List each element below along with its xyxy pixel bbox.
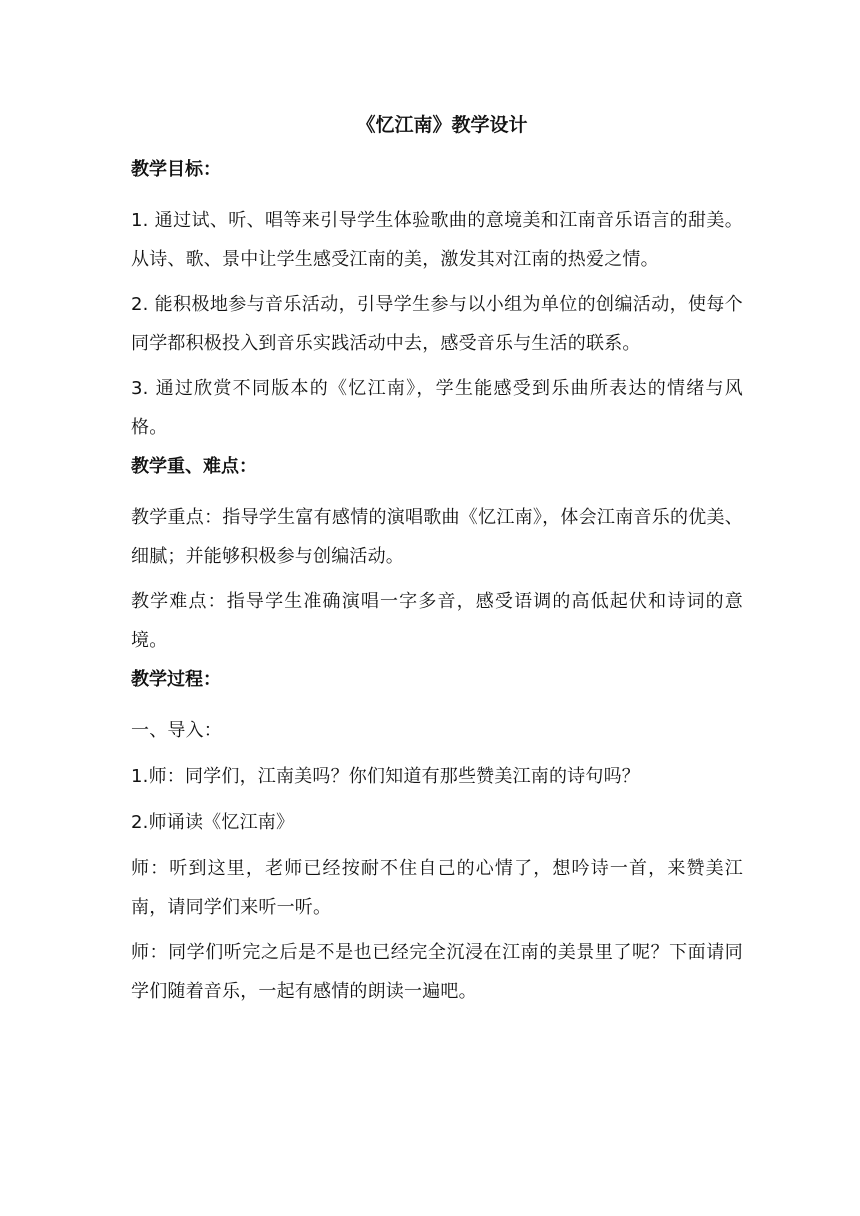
teacher-line-1: 师：听到这里，老师已经按耐不住自己的心情了，想吟诗一首，来赞美江南，请同学们来听一听。 [131, 858, 743, 918]
objective-2: 2. 能积极地参与音乐活动，引导学生参与以小组为单位的创编活动，使每个同学都积极投入到音乐实践活动中去，感受音乐与生活的联系。 [131, 294, 743, 354]
objective-3: 3. 通过欣赏不同版本的《忆江南》，学生能感受到乐曲所表达的情绪与风格。 [131, 378, 743, 438]
step-2: 2.师诵读《忆江南》 [131, 812, 295, 833]
keypoints-heading: 教学重、难点： [131, 456, 257, 477]
objective-1: 1. 通过试、听、唱等来引导学生体验歌曲的意境美和江南音乐语言的甜美。从诗、歌、景中让学生感受江南的美，激发其对江南的热爱之情。 [131, 210, 743, 270]
difficulty-paragraph: 教学难点：指导学生准确演唱一字多音，感受语调的高低起伏和诗词的意境。 [131, 591, 743, 651]
part-1-heading: 一、导入： [131, 720, 222, 741]
step-1: 1.师：同学们，江南美吗？你们知道有那些赞美江南的诗句吗？ [131, 766, 640, 787]
keypoint-paragraph: 教学重点：指导学生富有感情的演唱歌曲《忆江南》，体会江南音乐的优美、细腻；并能够积极参与创编活动。 [131, 507, 743, 567]
document-body [131, 111, 743, 1017]
teacher-line-2: 师：同学们听完之后是不是也已经完全沉浸在江南的美景里了呢？下面请同学们随着音乐，一起有感情的朗读一遍吧。 [131, 942, 743, 1002]
process-heading: 教学过程： [131, 669, 221, 690]
document-title: 《忆江南》教学设计 [356, 114, 528, 136]
objectives-heading: 教学目标： [131, 159, 221, 180]
